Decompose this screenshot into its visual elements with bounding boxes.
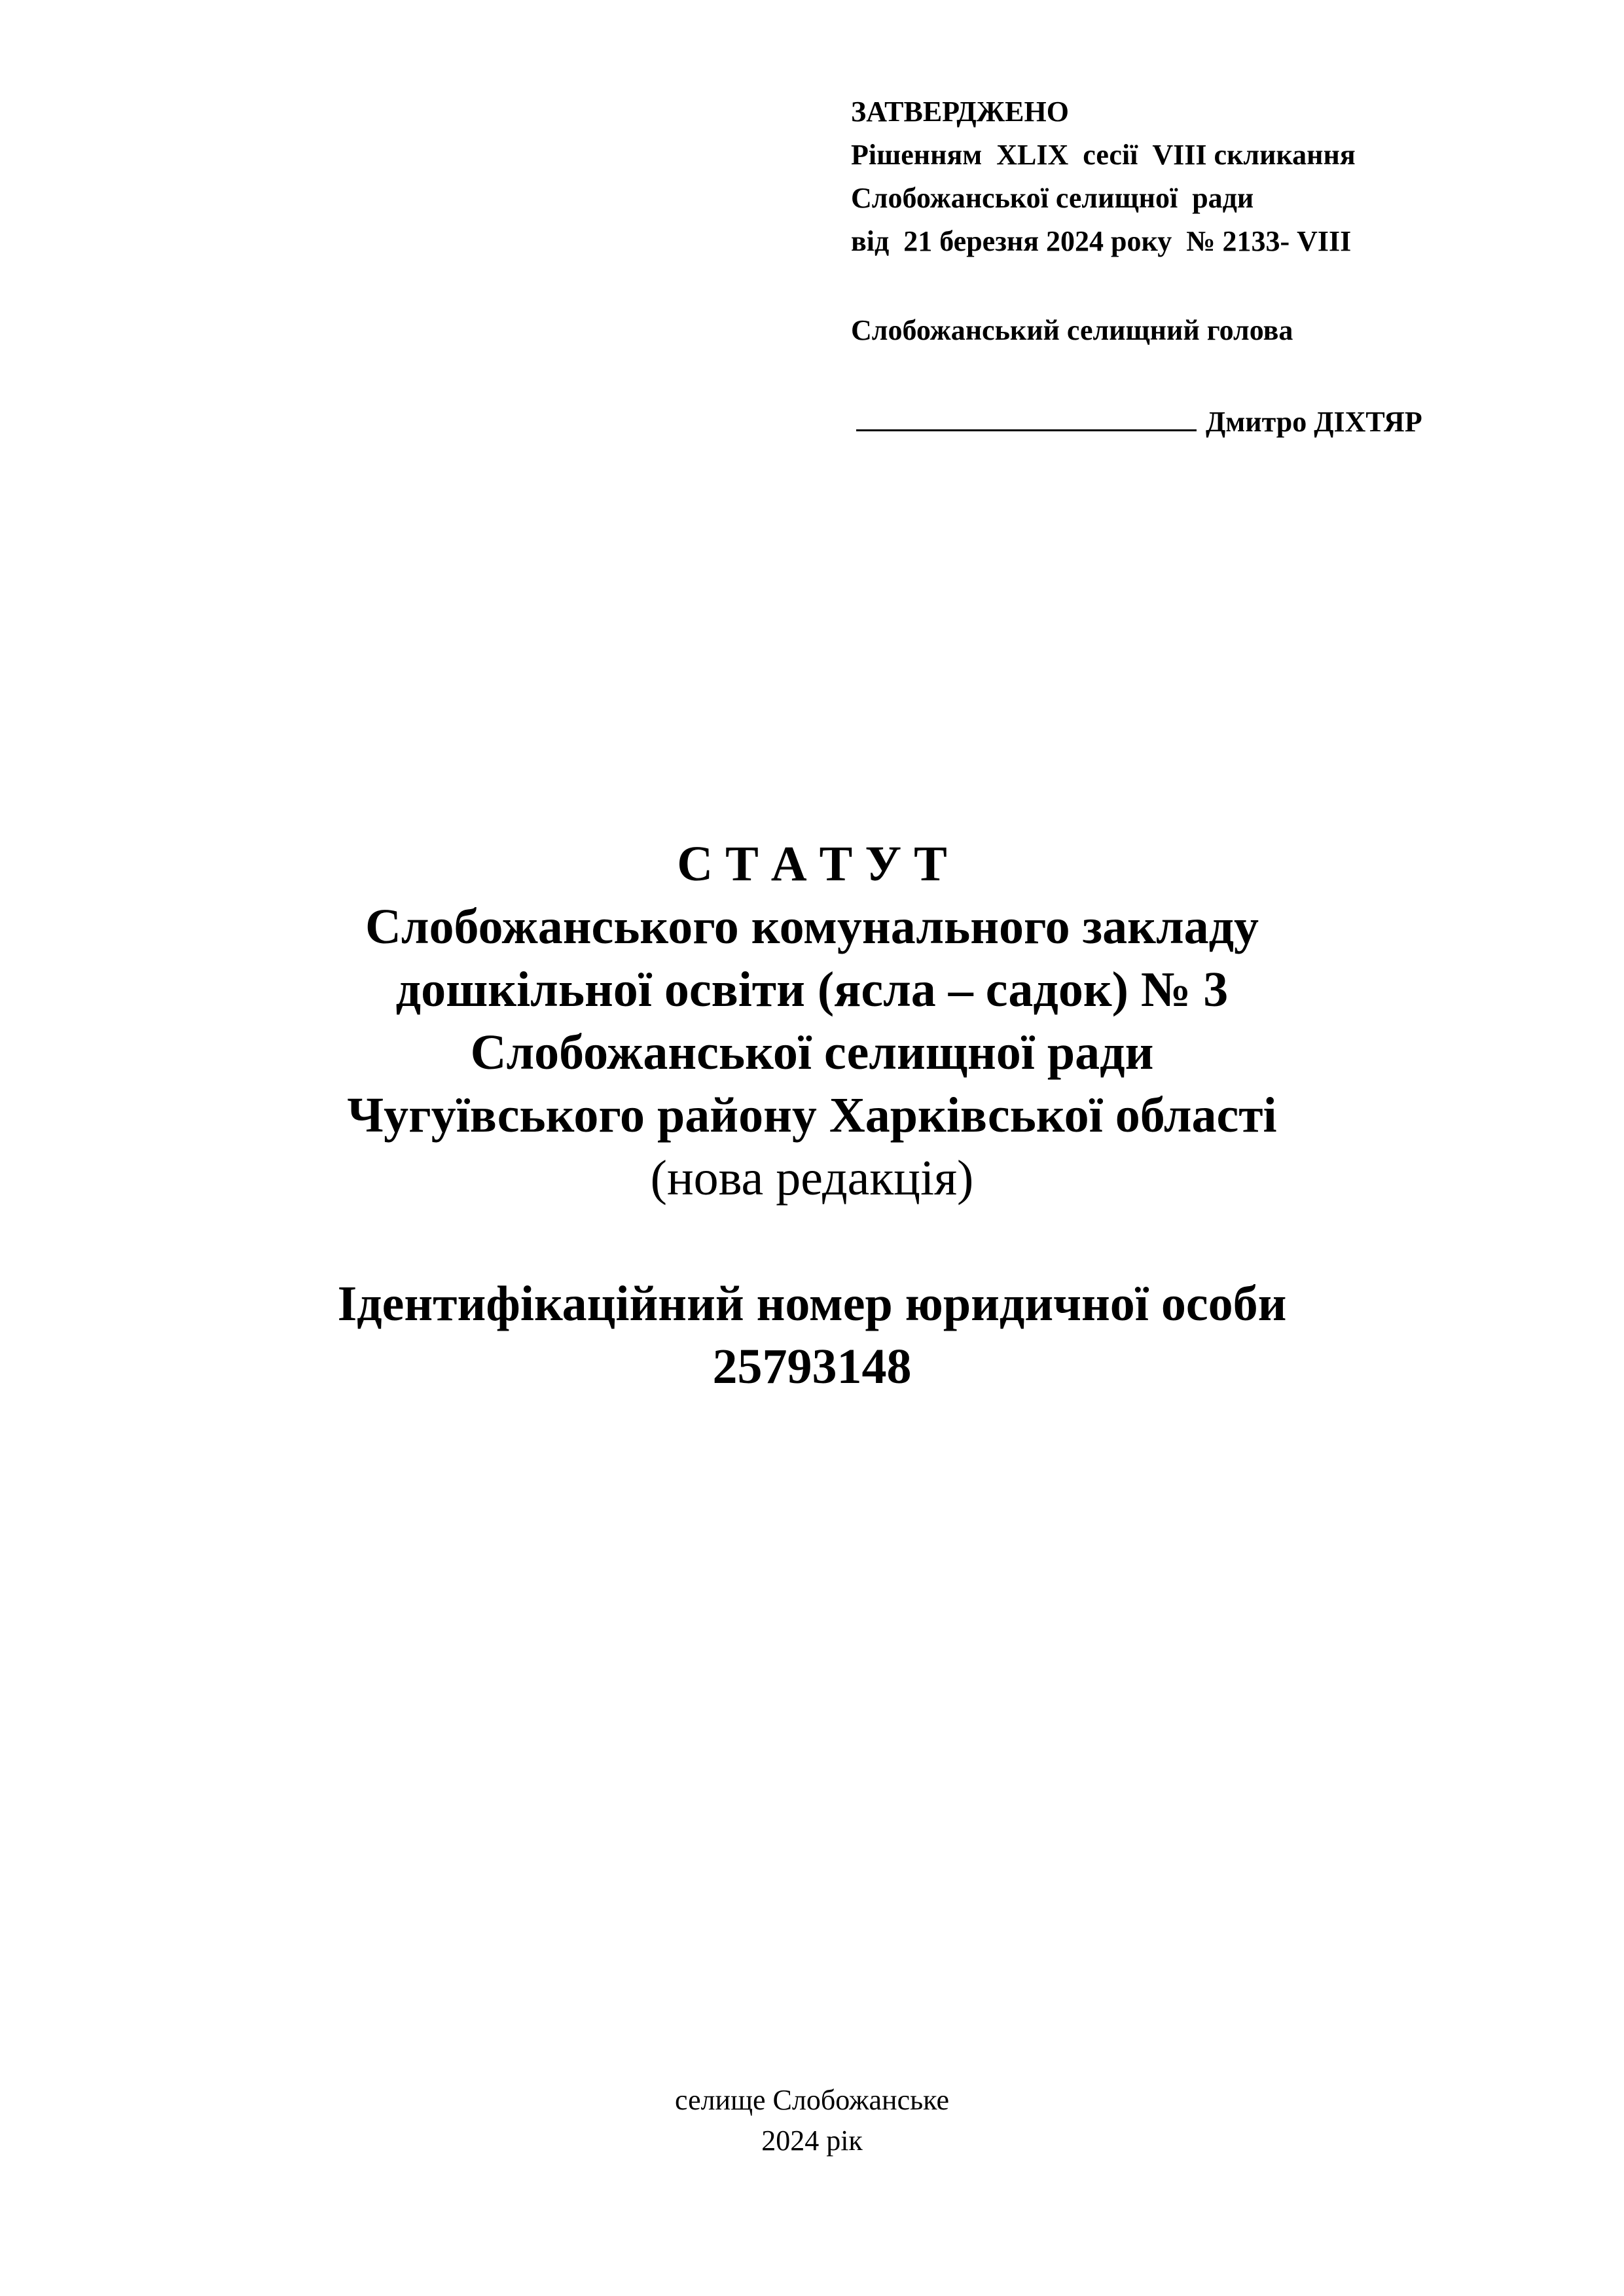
signature-line: [856, 395, 1197, 431]
signature-row: [851, 395, 1506, 444]
approval-date: від 21 березня 2024 року № 2133- VIII: [851, 225, 1352, 257]
footer: [0, 2080, 1624, 2161]
identification-number: 25793148: [712, 1339, 912, 1394]
head-title: Слобожанський селищний голова: [851, 314, 1293, 346]
approval-decision: Рішенням XLIX сесії VIII скликання: [851, 139, 1356, 171]
document-type: С Т А Т У Т: [677, 836, 947, 891]
institution-name-line: Чугуївського району Харківської області: [347, 1088, 1277, 1143]
identification-label: Ідентифікаційний номер юридичної особи: [337, 1276, 1287, 1331]
approval-block: [851, 90, 1506, 444]
institution-name-line: Слобожанського комунального закладу: [365, 899, 1259, 954]
approval-label: ЗАТВЕРДЖЕНО: [851, 96, 1069, 128]
head-name: Дмитро ДІХТЯР: [1206, 406, 1422, 438]
approval-council: Слобожанської селищної ради: [851, 182, 1254, 214]
title-block: [0, 833, 1624, 1210]
institution-name: [0, 895, 1624, 1147]
identification-block: [0, 1272, 1624, 1398]
footer-year: 2024 рік: [761, 2125, 863, 2157]
institution-name-line: дошкільної освіти (ясла – садок) № 3: [395, 962, 1229, 1017]
edition-note: (нова редакція): [650, 1151, 974, 1206]
footer-place: селище Слобожанське: [675, 2084, 949, 2116]
institution-name-line: Слобожанської селищної ради: [470, 1025, 1154, 1080]
